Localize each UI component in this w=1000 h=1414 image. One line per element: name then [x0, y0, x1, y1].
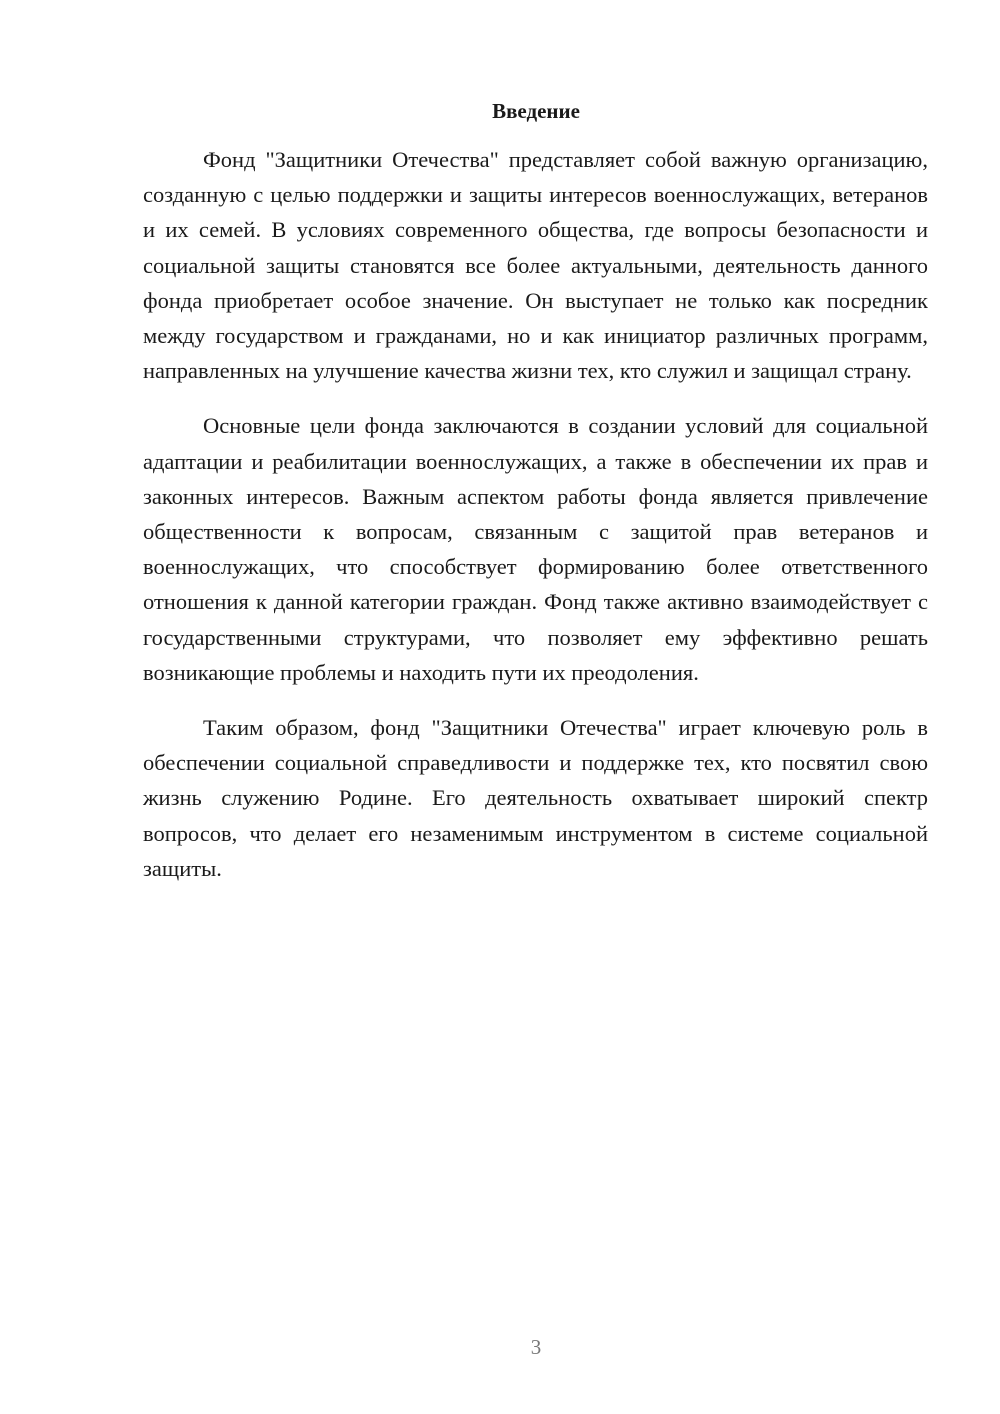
page-number: 3: [530, 1335, 542, 1359]
paragraph-3: Таким образом, фонд "Защитники Отечества" играет ключевую роль в обеспечении социальной справедливости и поддержке тех, кто посвятил свою жизнь служению Родине. Его деятельность охватывает широкий спектр вопросов, что делает его незаменимым инструментом в системе социальной защиты.: [143, 715, 928, 881]
paragraph-1: Фонд "Защитники Отечества" представляет собой важную организацию, созданную с целью поддержки и защиты интересов военнослужащих, ветеранов и их семей. В условиях современного общества, где вопросы безопасности и социальной защиты становятся все более актуальными, деятельность данного фонда приобретает особое значение. Он выступает не только как посредник между государством и гражданами, но и как инициатор различных программ, направленных на улучшение качества жизни тех, кто служил и защищал страну.: [143, 147, 928, 384]
body-text: [143, 142, 928, 906]
paragraph-2: Основные цели фонда заключаются в создании условий для социальной адаптации и реабилитации военнослужащих, а также в обеспечении их прав и законных интересов. Важным аспектом работы фонда является привлечение общественности к вопросам, связанным с защитой прав ветеранов и военнослужащих, что способствует формированию более ответственного отношения к данной категории граждан. Фонд также активно взаимодействует с государственными структурами, что позволяет ему эффективно решать возникающие проблемы и находить пути их преодоления.: [143, 413, 928, 685]
section-heading: Введение: [492, 99, 580, 123]
